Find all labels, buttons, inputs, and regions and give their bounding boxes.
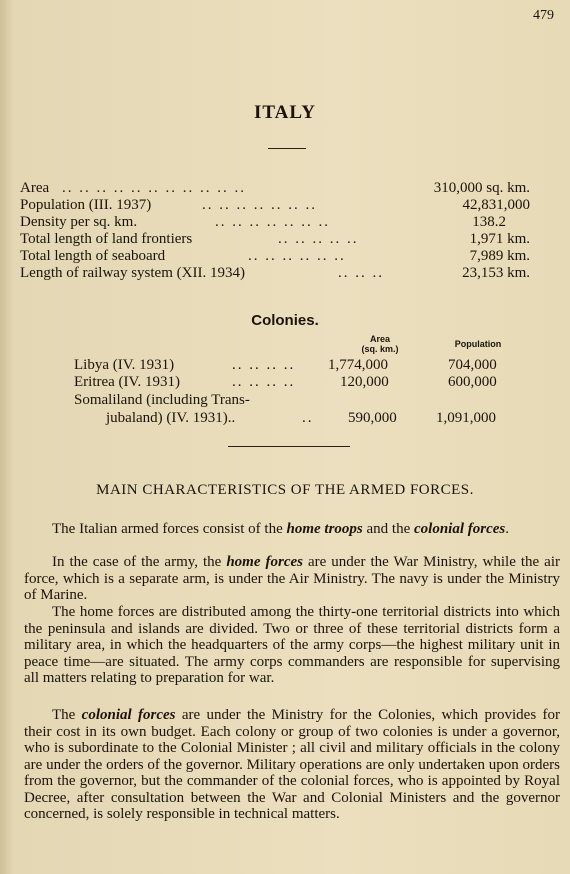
colony-row-somaliland (74, 392, 534, 409)
stat-label: Density per sq. km. (20, 214, 138, 230)
stat-row-railway (20, 265, 530, 282)
paragraph-text: The Italian armed forces consist of the (52, 521, 287, 537)
emphasis-colonial-forces: colonial forces (414, 521, 506, 537)
colony-name: Somaliland (including Trans- (74, 392, 250, 408)
stat-row-area (20, 180, 530, 197)
colonies-heading: Colonies. (251, 312, 319, 329)
stat-value: 7,989 km. (469, 248, 530, 264)
paragraph-3 (24, 604, 560, 687)
paragraph-1 (24, 521, 560, 538)
stat-label: Total length of land frontiers (20, 231, 193, 247)
title-rule (268, 148, 306, 149)
colony-name-continued: jubaland) (IV. 1931).. (106, 410, 236, 426)
colony-name: Libya (IV. 1931) (74, 357, 175, 373)
paragraph-text: In the case of the army, the (52, 554, 227, 570)
colony-area: 590,000 (348, 410, 397, 426)
paragraph-2 (24, 554, 560, 604)
stat-label: Population (III. 1937) (20, 197, 152, 213)
stat-label: Area (20, 180, 50, 196)
colony-row-eritrea (74, 374, 534, 391)
col-area-header (352, 334, 408, 354)
stat-value: 1,971 km. (469, 231, 530, 247)
stat-label: Total length of seaboard (20, 248, 166, 264)
leader-dots: .. .. .. .. .. .. .. (215, 214, 330, 230)
colony-row-libya (74, 357, 534, 374)
paragraph-text: The home forces are distributed among the thirty-one territorial districts into which the peninsula and islands are divided. Two or three of these territorial districts form a military area, in which the headquarters of the army corps—the highest military unit in peace time—are situated. The army corps commanders are responsible for supervising all matters relating to preparation for war. (24, 604, 560, 686)
leader-dots: .. .. .. .. .. .. .. .. .. .. .. (62, 180, 246, 196)
stat-row-land-frontiers (20, 231, 530, 248)
section-heading: MAIN CHARACTERISTICS OF THE ARMED FORCES. (96, 482, 474, 498)
leader-dots: .. .. .. .. (232, 374, 296, 390)
col-area-unit: (sq. km.) (361, 344, 399, 354)
stat-label: Length of railway system (XII. 1934) (20, 265, 245, 281)
emphasis-home-troops: home troops (286, 521, 363, 537)
colony-population: 1,091,000 (436, 410, 496, 426)
stat-row-density (20, 214, 530, 231)
col-area-label: Area (369, 334, 390, 344)
page-title: ITALY (253, 102, 317, 123)
colony-name: Eritrea (IV. 1931) (74, 374, 180, 390)
stat-row-seaboard (20, 248, 530, 265)
paragraph-text: . (505, 521, 509, 537)
stat-value: 138.2 (472, 214, 506, 230)
paragraph-4 (24, 707, 560, 823)
page-number: 479 (533, 8, 554, 23)
emphasis-home-forces: home forces (226, 554, 303, 570)
leader-dots: .. (302, 410, 314, 426)
leader-dots: .. .. .. .. .. .. .. (202, 197, 317, 213)
colony-area: 120,000 (340, 374, 389, 390)
colony-row-somaliland-cont (74, 410, 534, 427)
emphasis-colonial-forces: colonial forces (81, 707, 176, 723)
leader-dots: .. .. .. .. .. .. (248, 248, 346, 264)
leader-dots: .. .. .. (338, 265, 384, 281)
paragraph-text: are under the Ministry for the Colonies, which provides for their cost in its own budget. Each colony or group of two colonies is under a governor, who is subordinate to the Colonial Minister ; all civil and military officials in the colony are under the orders of the governor. Military operations are only undertaken upon orders from the governor, but the commander of the colonial forces, who is appointed by Royal Decree, after consultation between the War and Colonial Ministers and the governor concerned, is solely responsible in technical matters. (24, 707, 560, 822)
col-population-header: Population (454, 339, 502, 349)
stat-value: 42,831,000 (462, 197, 530, 213)
paragraph-text: The (52, 707, 82, 723)
paragraph-text: are under the War Ministry, while the air force, which is a separate arm, is under the Air Ministry. The navy is under the Ministry of Marine. (24, 554, 561, 603)
colony-population: 704,000 (448, 357, 497, 373)
section-rule (228, 446, 350, 447)
stat-value: 23,153 km. (462, 265, 530, 281)
stat-row-population (20, 197, 530, 214)
stat-value: 310,000 sq. km. (433, 180, 530, 196)
paragraph-text: and the (362, 521, 414, 537)
leader-dots: .. .. .. .. (232, 357, 296, 373)
leader-dots: .. .. .. .. .. (278, 231, 359, 247)
colony-population: 600,000 (448, 374, 497, 390)
colony-area: 1,774,000 (328, 357, 388, 373)
